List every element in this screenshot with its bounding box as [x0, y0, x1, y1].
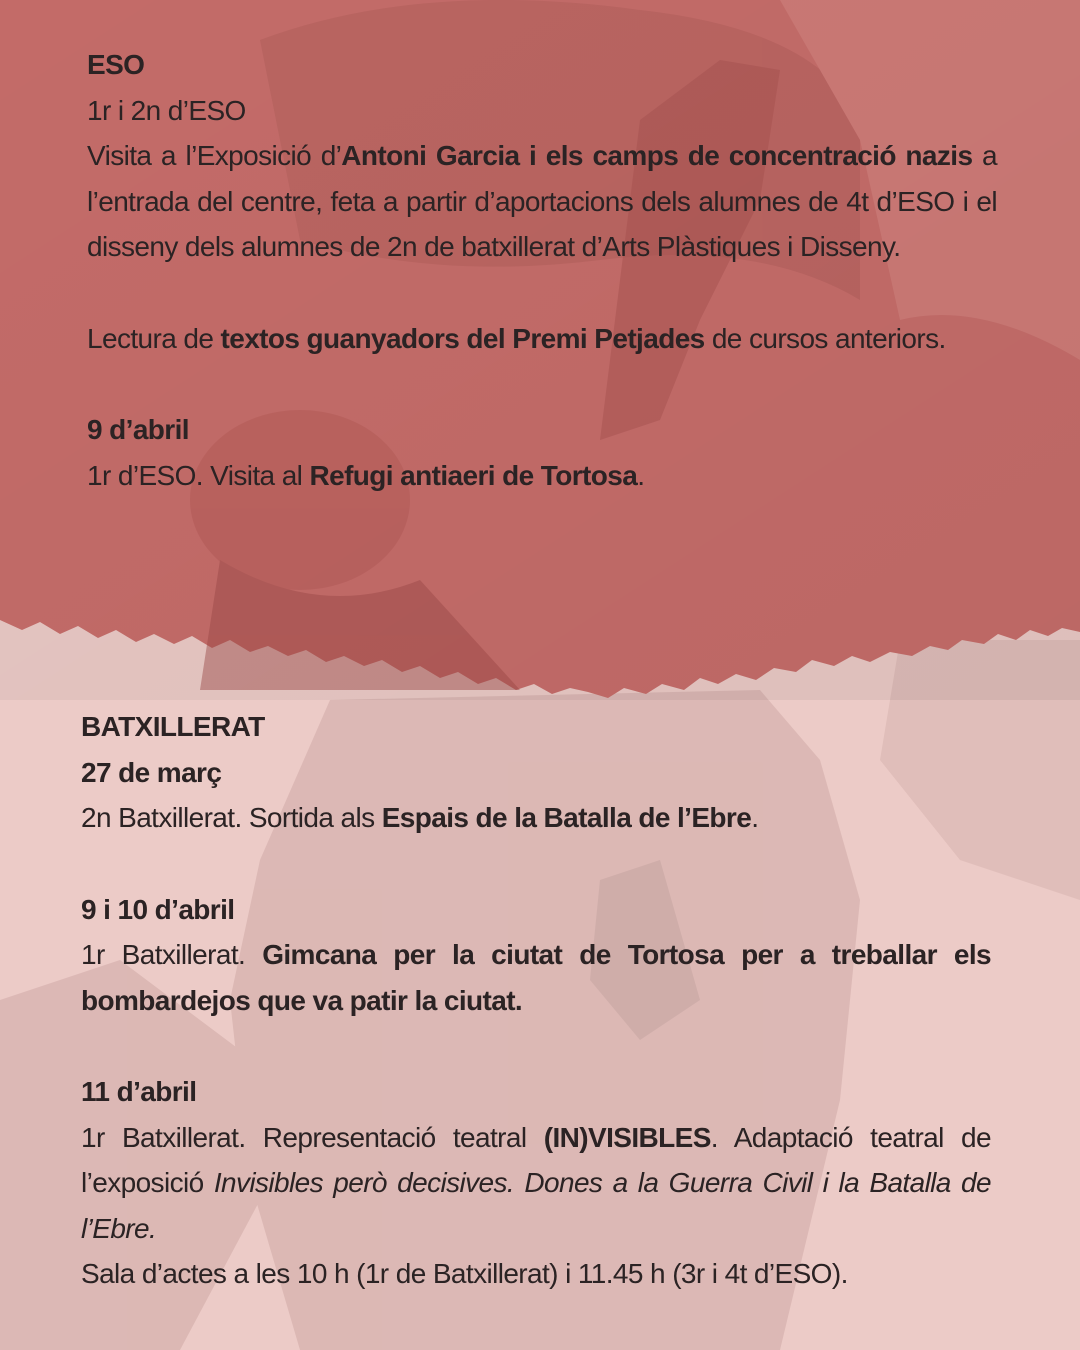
event-text-2: . — [751, 802, 759, 833]
eso-visit-text-2: a l’entrada del centre, feta a partir d’aportacions dels alumnes de 4t d’ESO i el disseny dels alumnes de 2n de batxillerat d’Arts Plàstiques i Disseny. — [87, 140, 997, 262]
event-highlight: (IN)VISIBLES — [543, 1121, 711, 1153]
eso-date-heading: 9 d’abril — [87, 414, 189, 445]
eso-date-item — [87, 453, 997, 499]
eso-visit-text-1: Visita a l’Exposició d’ — [87, 140, 342, 171]
batxillerat-heading: BATXILLERAT — [81, 711, 265, 742]
eso-reading-text-2: de cursos anteriors. — [704, 322, 946, 354]
exhibition-title: Invisibles però decisives. Dones a la Guerra Civil i la Batalla de l’Ebre. — [81, 1167, 991, 1244]
event-description — [81, 932, 991, 1023]
event-text-1: 1r Batxillerat. — [81, 939, 263, 970]
eso-reading-highlight: textos guanyadors del Premi Petjades — [220, 322, 705, 354]
event-date: 9 i 10 d’abril — [81, 893, 235, 925]
eso-reading-paragraph — [87, 316, 997, 362]
eso-subheading: 1r i 2n d’ESO — [87, 94, 246, 126]
eso-reading-text-1: Lectura de — [87, 322, 221, 354]
event-highlight: Gimcana per la ciutat de Tortosa per a treballar els bombardejos que va patir la ciutat. — [81, 939, 992, 1016]
event-text-1: 2n Batxillerat. Sortida als — [81, 802, 382, 833]
event-text-2: . Adaptació teatral de l’exposició — [81, 1121, 991, 1198]
batxillerat-section — [81, 704, 991, 1297]
event-venue: Sala d’actes a les 10 h (1r de Batxillerat) i 11.45 h (3r i 4t d’ESO). — [81, 1258, 848, 1289]
event-highlight: Espais de la Batalla de l’Ebre — [381, 802, 752, 833]
eso-section — [87, 42, 997, 498]
event-date: 27 de març — [81, 756, 222, 788]
event-description — [81, 795, 991, 841]
event-text-1: 1r Batxillerat. Representació teatral — [81, 1121, 544, 1153]
eso-visit-highlight: Antoni Garcia i els camps de concentració nazis — [341, 140, 973, 171]
event-date: 11 d’abril — [81, 1076, 197, 1107]
eso-date-text-1: 1r d’ESO. Visita al — [87, 459, 310, 491]
eso-date-text-2: . — [637, 459, 645, 491]
eso-heading: ESO — [87, 49, 145, 80]
event-description — [81, 1115, 991, 1252]
eso-date-highlight: Refugi antiaeri de Tortosa — [309, 459, 638, 491]
eso-visit-paragraph — [87, 133, 997, 270]
